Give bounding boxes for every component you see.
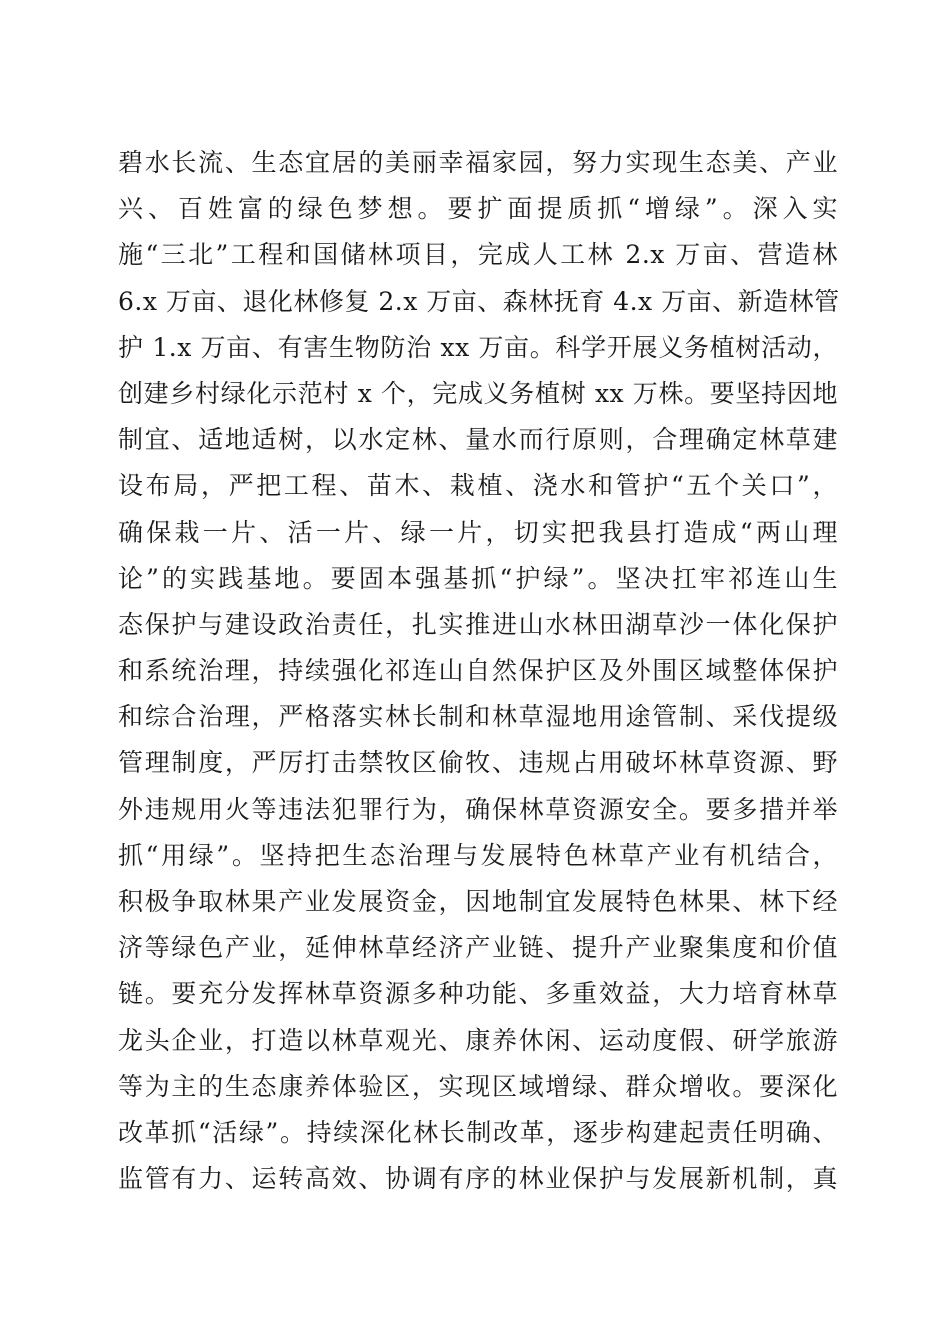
- text-line: 积极争取林果产业发展资金，因地制宜发展特色林果、林下经: [118, 887, 838, 916]
- text-line: 改革抓“活绿”。持续深化林长制改革，逐步构建起责任明确、: [118, 1117, 838, 1147]
- text-line: 施“三北”工程和国储林项目，完成人工林 2.x 万亩、营造林: [118, 240, 838, 270]
- text-line: 设布局，严把工程、苗木、栽植、浇水和管护“五个关口”，: [118, 471, 838, 501]
- text-line: 兴、百姓富的绿色梦想。要扩面提质抓“增绿”。深入实: [118, 194, 838, 224]
- text-line: 等为主的生态康养体验区，实现区域增绿、群众增收。要深化: [118, 1071, 838, 1101]
- text-line: 和综合治理，严格落实林长制和林草湿地用途管制、采伐提级: [118, 702, 838, 732]
- body-text: [118, 140, 838, 1202]
- text-line: 确保栽一片、活一片、绿一片，切实把我县打造成“两山理: [118, 517, 838, 547]
- text-line: 6.x 万亩、退化林修复 2.x 万亩、森林抚育 4.x 万亩、新造林管: [118, 286, 840, 316]
- text-line: 链。要充分发挥林草资源多种功能、多重效益，大力培育林草: [118, 979, 838, 1009]
- text-line: 论”的实践基地。要固本强基抓“护绿”。坚决扛牢祁连山生: [118, 563, 838, 593]
- text-line: 创建乡村绿化示范村 x 个，完成义务植树 xx 万株。要坚持因地: [118, 378, 838, 408]
- text-line: 态保护与建设政治责任，扎实推进山水林田湖草沙一体化保护: [118, 609, 838, 639]
- text-line: 监管有力、运转高效、协调有序的林业保护与发展新机制，真: [118, 1164, 838, 1194]
- text-line: 管理制度，严厉打击禁牧区偷牧、违规占用破坏林草资源、野: [118, 748, 838, 778]
- text-line: 济等绿色产业，延伸林草经济产业链、提升产业聚集度和价值: [118, 933, 838, 963]
- text-line: 和系统治理，持续强化祁连山自然保护区及外围区域整体保护: [118, 656, 838, 686]
- text-line: 外违规用火等违法犯罪行为，确保林草资源安全。要多措并举: [118, 794, 838, 824]
- text-line: 护 1.x 万亩、有害生物防治 xx 万亩。科学开展义务植树活动，: [118, 332, 838, 362]
- text-line: 抓“用绿”。坚持把生态治理与发展特色林草产业有机结合，: [118, 840, 838, 870]
- text-line: 碧水长流、生态宜居的美丽幸福家园，努力实现生态美、产业: [118, 148, 838, 177]
- text-line: 制宜、适地适树，以水定林、量水而行原则，合理确定林草建: [118, 425, 838, 455]
- text-line: 龙头企业，打造以林草观光、康养休闲、运动度假、研学旅游: [118, 1025, 838, 1055]
